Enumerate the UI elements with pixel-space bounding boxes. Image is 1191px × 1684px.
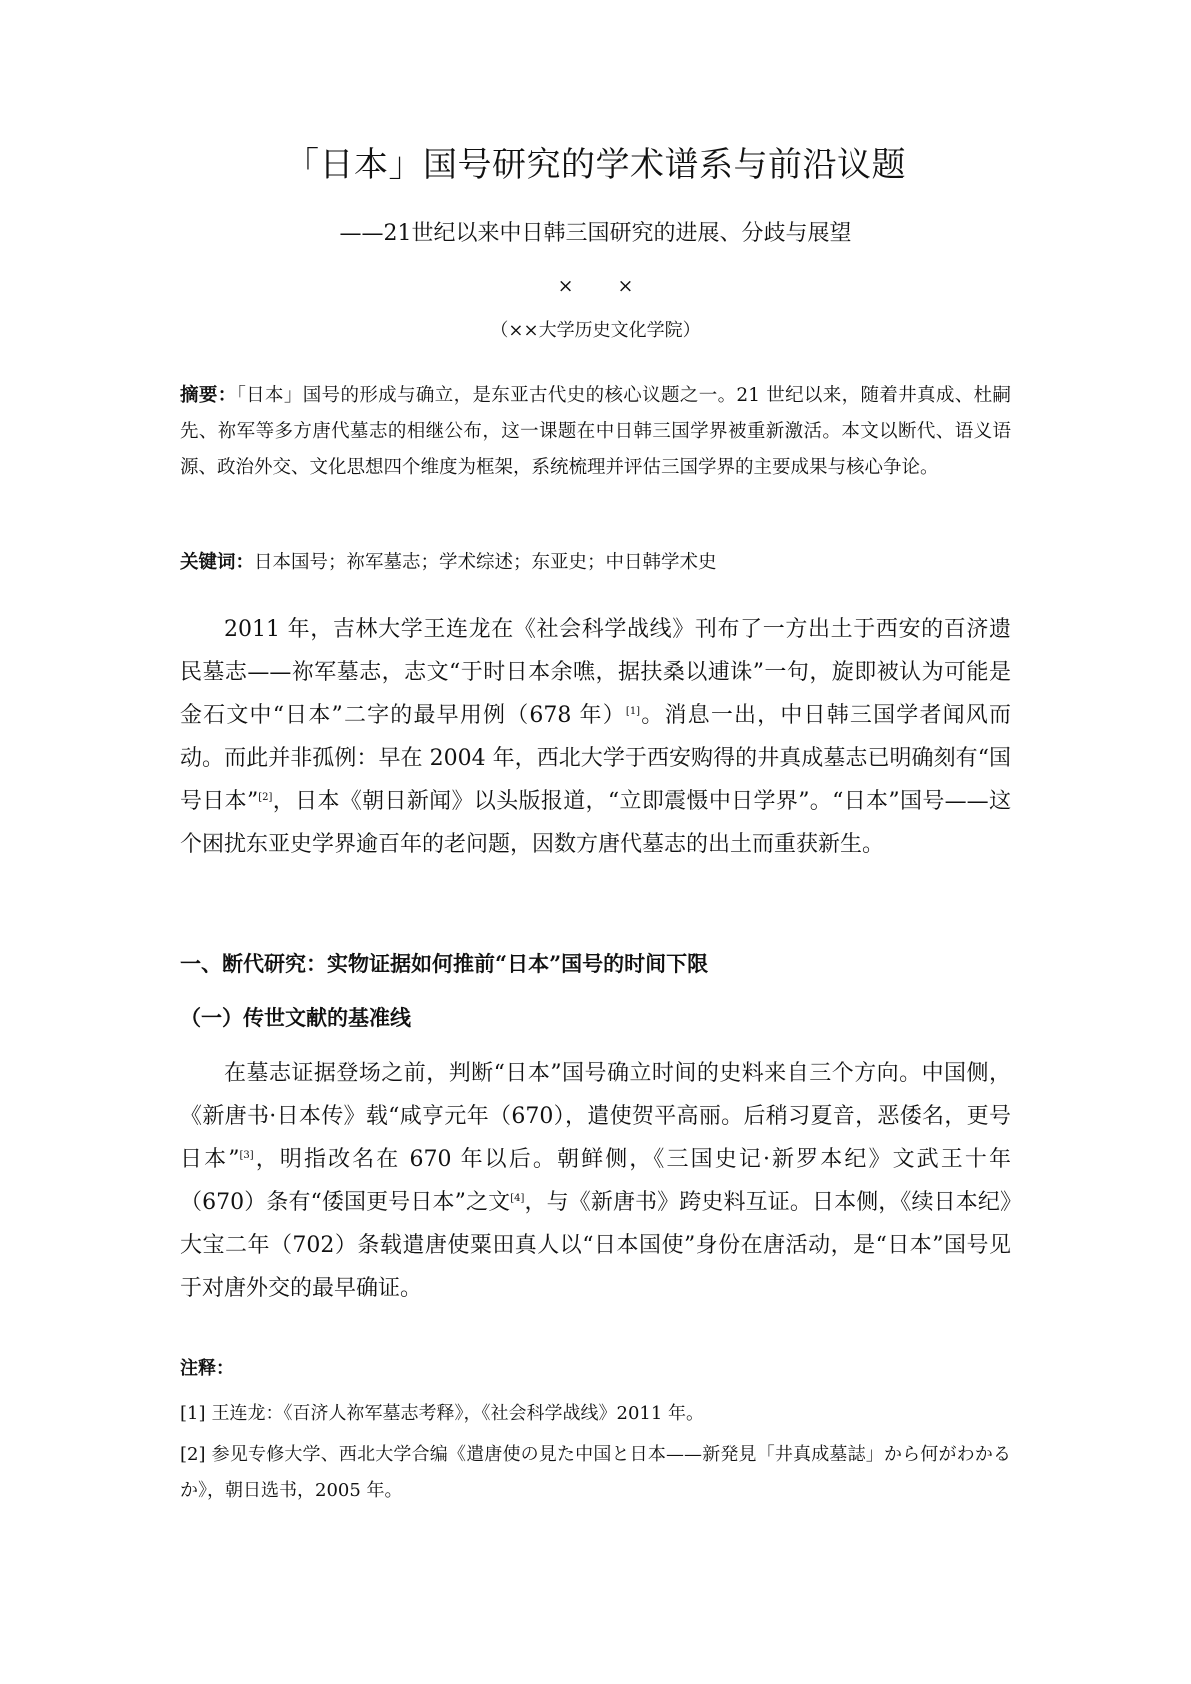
author-mark-1: × [557,275,574,297]
keywords-label: 关键词： [180,552,255,573]
subsection-heading-1: （一）传世文献的基准线 [180,1005,411,1030]
note-text: 王连龙：《百济人祢军墓志考释》，《社会科学战线》2011 年。 [211,1403,705,1424]
footnote-ref-1[interactable]: [1] [625,706,641,717]
notes-heading: 注释： [180,1358,234,1379]
keywords [180,548,1011,578]
intro-text-2: 。消息一出，中日韩三国学者闻风而动。而此并非孤例：早在 2004 年，西北大学于西安购得的井真成墓志已明确刻有“国号日本” [180,703,1011,814]
abstract-label: 摘要： [180,385,237,406]
paper-title: 「日本」国号研究的学术谱系与前沿议题 [285,145,906,185]
section-1-text-2: ，明指改名在 670 年以后。朝鲜侧，《三国史记·新罗本纪》文武王十年（670）条有“倭国更号日本”之文 [180,1147,1011,1215]
intro-text-3: ，日本《朝日新闻》以头版报道，“立即震慑中日学界”。“日本”国号——这个困扰东亚史学界逾百年的老问题，因数方唐代墓志的出土而重获新生。 [180,789,1012,857]
intro-text-1: 2011 年，吉林大学王连龙在《社会科学战线》刊布了一方出土于西安的百济遗民墓志——祢军墓志，志文“于时日本余噍，据扶桑以逋诛”一句，旋即被认为可能是金石文中“日本”二字的最早用例（678 年） [180,617,1011,728]
notes-list [180,1396,1011,1514]
abstract [180,378,1011,486]
author-mark-2: × [617,275,634,297]
note-number: [2] [180,1444,206,1465]
section-1-text-1: 在墓志证据登场之前，判断“日本”国号确立时间的史料来自三个方向。中国侧，《新唐书·日本传》载“咸亨元年（670），遣使贺平高丽。后稍习夏音，恶倭名，更号日本” [180,1061,1011,1172]
note-text: 参见专修大学、西北大学合编《遣唐使の見た中国と日本——新発見「井真成墓誌」から何がわかるか》，朝日选书，2005 年。 [180,1444,1011,1501]
author-affiliation: （××大学历史文化学院） [490,320,701,341]
section-1-paragraph [180,1052,1011,1310]
footnote-ref-3[interactable]: [3] [239,1150,254,1161]
abstract-text: 「日本」国号的形成与确立，是东亚古代史的核心议题之一。21 世纪以来，随着井真成、杜嗣先、祢军等多方唐代墓志的相继公布，这一课题在中日韩三国学界被重新激活。本文以断代、语义语源、政治外交、文化思想四个维度为框架，系统梳理并评估三国学界的主要成果与核心争论。 [180,385,1011,478]
author-line [180,272,1011,300]
section-1-text-3: ，与《新唐书》跨史料互证。日本侧，《续日本纪》大宝二年（702）条载遣唐使粟田真人以“日本国使”身份在唐活动，是“日本”国号见于对唐外交的最早确证。 [180,1190,1011,1301]
section-heading-1: 一、断代研究：实物证据如何推前“日本”国号的时间下限 [180,951,709,976]
keywords-text: 日本国号；祢军墓志；学术综述；东亚史；中日韩学术史 [254,552,717,573]
note-item [180,1437,1011,1509]
intro-paragraph [180,608,1011,866]
note-item [180,1396,1011,1432]
paper-subtitle: ——21世纪以来中日韩三国研究的进展、分歧与展望 [339,221,852,246]
note-number: [1] [180,1403,206,1424]
footnote-ref-2[interactable]: [2] [258,792,273,803]
footnote-ref-4[interactable]: [4] [510,1193,525,1204]
